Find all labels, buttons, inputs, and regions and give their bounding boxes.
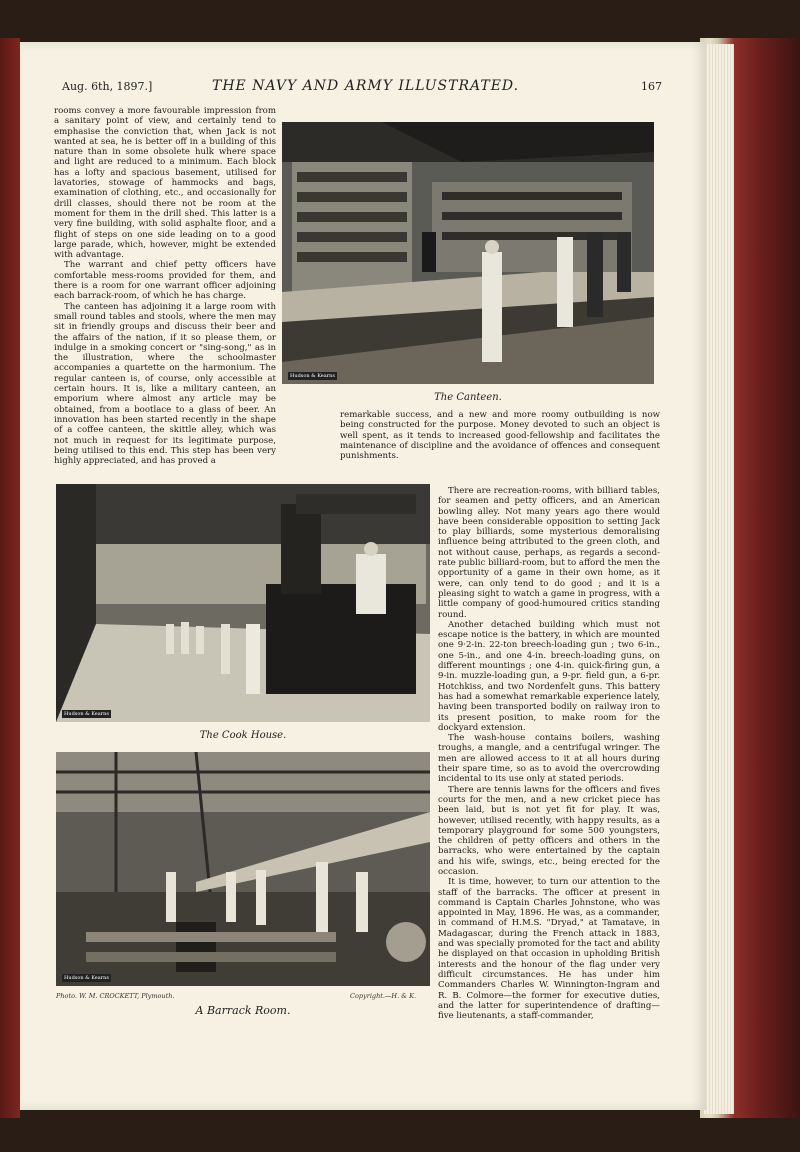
cook-house-illustration [56,484,430,722]
photo-credit: Photo. W. M. CROCKETT, Plymouth. [56,992,175,1000]
canteen-caption: The Canteen. [434,392,502,403]
paragraph: It is time, however, to turn our attention to the staff of the barracks. The officer at present in command is Captain Charles Johnstone, who was appointed in May, 1896. He was, as a commander, in command of H.M.S. "Dryad," at Tamatave, in Madagascar, during the French attack in 1883, and was specially promoted for the tact and ability he displayed on that occasion in upholding British interests and the honour of the flag under very difficult circumstances. He has under him Commanders Charles W. Winnington-Ingram and R. B. Colmore—the former for executive duties, and the latter for superintendence of drafting—five lieutenants, a staff-commander, [438,877,660,1022]
issue-date: Aug. 6th, 1897.] [62,80,153,93]
article-text-right-mid [340,410,660,461]
page-number: 167 [641,80,662,93]
book-cover-left-edge [0,38,20,1118]
paragraph: The canteen has adjoining it a large room with small round tables and stools, where the men may sit in friendly groups and discuss their beer and the affairs of the nation, if it so please them, or indulge in a smoking concert or "sing-song," as in the illustration, where the schoolmaster accompanies a quartette on the harmonium. The regular canteen is, of course, only accessible at certain hours. It is, like a military canteen, an emporium where almost any article may be obtained, from a bootlace to a glass of beer. An innovation has been started recently in the shape of a coffee canteen, the skittle alley, which was not much in request for its legitimate purpose, being utilised to this end. This step has been very highly appreciated, and has proved a [54,301,276,467]
copyright-notice: Copyright.—H. & K. [350,992,417,1000]
photographer-mark: Hudson & Kearns [290,373,335,379]
magazine-page [20,42,706,1110]
paragraph: There are recreation-rooms, with billiard tables, for seamen and petty officers, and an American bowling alley. Not many years ago there would have been considerable opposition to setting Jack to play billiards, some mysterious demoralising influence being attributed to the green cloth, and not without cause, perhaps, as regards a second-rate public billiard-room, but to afford the men the opportunity of a game in their own home, as it were, can only tend to do good ; and it is a pleasing sight to watch a game in progress, with a little company of good-humoured critics standing round. [438,486,660,620]
paragraph: The warrant and chief petty officers have comfortable mess-rooms provided for them, and there is a room for one warrant officer adjoining each barrack-room, of which he has charge. [54,260,276,302]
paragraph: There are tennis lawns for the officers and fives courts for the men, and a new cricket piece has been laid, but is not yet fit for play. It was, however, utilised recently, with happy results, as a temporary playground for some 500 youngsters, the children of petty officers and others in the barracks, who were entertained by the captain and his wife, swings, etc., being erected for the occasion. [438,784,660,877]
running-head [62,78,662,96]
paragraph: remarkable success, and a new and more roomy outbuilding is now being constructed for the purpose. Money devoted to such an object is well spent, as it tends to increased good-fellowship and facilitates the maintenance of discipline and the avoidance of offences and consequent punishments. [340,410,660,462]
barrack-room-photo [56,752,430,986]
photographer-mark: Hudson & Kearns [64,975,109,981]
photographer-mark: Hudson & Kearns [64,711,109,717]
barrack-room-caption: A Barrack Room. [195,1004,291,1017]
barrack-room-illustration [56,752,430,986]
paragraph: Another detached building which must not escape notice is the battery, in which are mounted one 9·2-in. 22-ton breech-loading gun ; two 6-in., one 5-in., and one 4-in. breech-loading guns, on different mountings ; one 4-in. quick-firing gun, a 9-in. muzzle-loading gun, a 9-pr. field gun, a 6-pr. Hotchkiss, and two Nordenfelt guns. This battery has had a somewhat remarkable experience lately, having been transported bodily on railway iron to its present position, to make room for the dockyard extension. [438,619,660,733]
canteen-illustration [282,122,654,384]
paragraph: rooms convey a more favourable impression from a sanitary point of view, and certainly tend to emphasise the conviction that, when Jack is not wanted at sea, he is better off in a building of this nature than in some obsolete hulk where space and light are reduced to a minimum. Each block has a lofty and spacious basement, utilised for lavatories, stowage of hammocks and bags, examination of clothing, etc., and occasionally for drill classes, should there not be room at the moment for them in the drill shed. This latter is a very fine building, with solid asphalte floor, and a flight of steps on one side leading on to a good large parade, which, however, might be extended with advantage. [54,106,276,261]
article-text-left-top [54,106,276,466]
cook-house-caption: The Cook House. [199,730,287,741]
canteen-photo [282,122,654,384]
cook-house-photo [56,484,430,722]
article-text-right-bottom [438,486,660,1021]
paragraph: The wash-house contains boilers, washing troughs, a mangle, and a centrifugal wringer. The men are allowed access to it at all hours during their spare time, so as to avoid the overcrowding incidental to its use only at stated periods. [438,733,660,785]
page-edges [704,44,734,1114]
publication-title: THE NAVY AND ARMY ILLUSTRATED. [212,78,520,94]
